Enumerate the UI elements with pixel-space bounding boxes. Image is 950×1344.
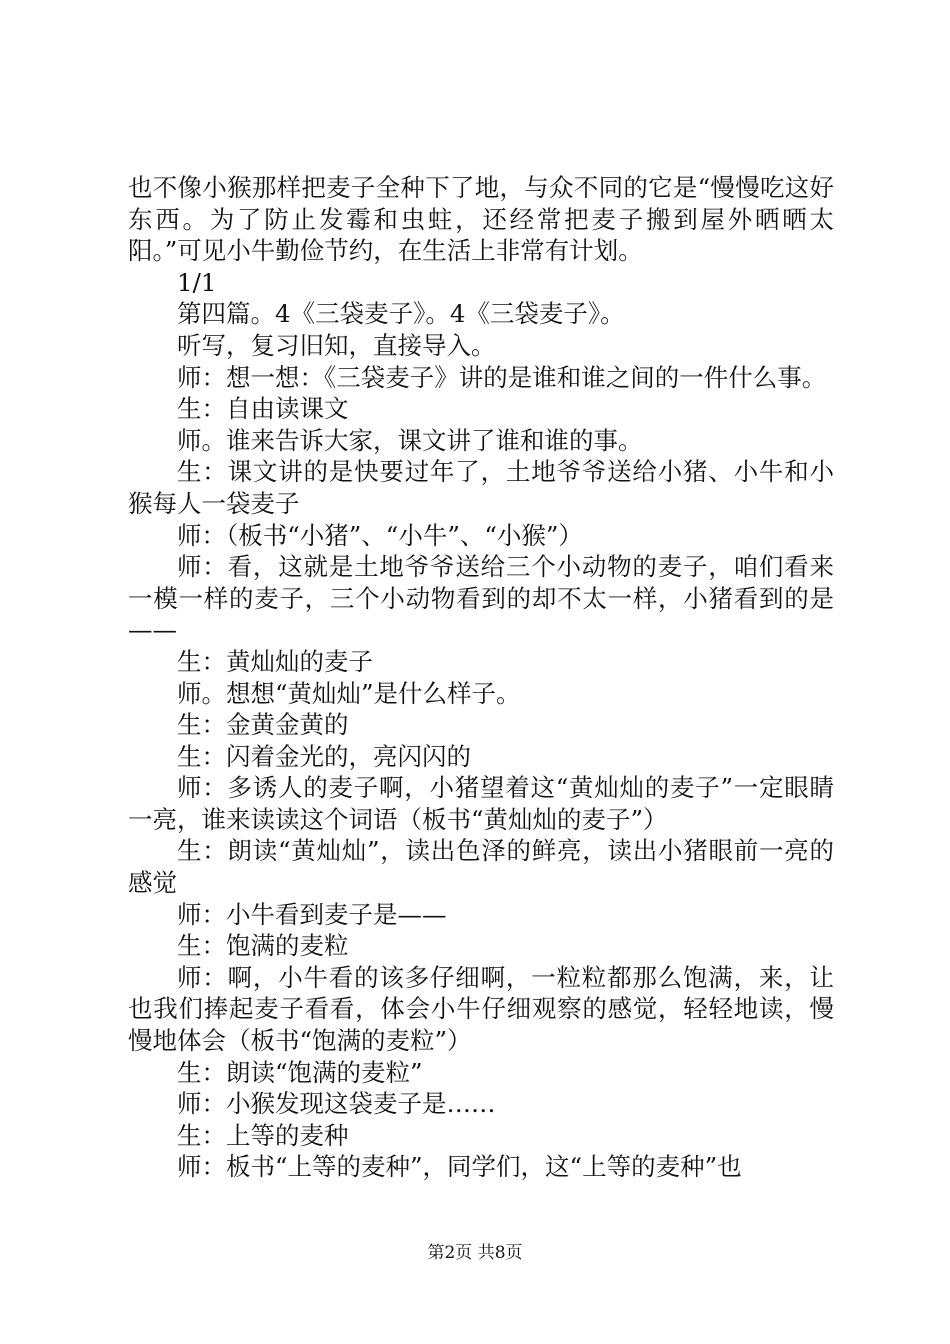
- paragraph: 师：多诱人的麦子啊，小猪望着这“黄灿灿的麦子”一定眼睛一亮，谁来读读这个词语（板书“黄灿灿的麦子”）: [128, 773, 834, 834]
- paragraph: 师：小牛看到麦子是——: [177, 899, 447, 929]
- paragraph: 师：啊，小牛看的该多仔细啊，一粒粒都那么饱满，来，让也我们捧起麦子看看，体会小牛仔细观察的感觉，轻轻地读，慢慢地体会（板书“饱满的麦粒”）: [128, 962, 834, 1056]
- paragraph: 生：饱满的麦粒: [177, 931, 349, 961]
- paragraph: 师：想一想：《三袋麦子》讲的是谁和谁之间的一件什么事。: [177, 362, 827, 392]
- paragraph: 生：闪着金光的，亮闪闪的: [177, 741, 471, 771]
- paragraph: 第四篇。4《三袋麦子》。4《三袋麦子》。: [177, 299, 625, 329]
- paragraph: 生：课文讲的是快要过年了，土地爷爷送给小猪、小牛和小猴每人一袋麦子: [128, 457, 834, 518]
- paragraph: 生：朗读“黄灿灿”，读出色泽的鲜亮，读出小猪眼前一亮的感觉: [128, 836, 834, 898]
- paragraph: 生：自由读课文: [177, 394, 349, 424]
- paragraph: 听写，复习旧知，直接导入。: [177, 330, 496, 360]
- paragraph: 师：看，这就是土地爷爷送给三个小动物的麦子，咱们看来一模一样的麦子，三个小动物看到的却不太一样，小猪看到的是——: [128, 552, 834, 645]
- document-body: [128, 172, 834, 1183]
- paragraph: 生：黄灿灿的麦子: [177, 646, 373, 676]
- paragraph: 师。谁来告诉大家，课文讲了谁和谁的事。: [177, 425, 643, 455]
- paragraph: 生：金黄金黄的: [177, 710, 349, 740]
- paragraph: 师：小猴发现这袋麦子是……: [177, 1089, 496, 1119]
- paragraph: 1/1: [177, 267, 217, 297]
- page-footer: 第2页 共8页: [427, 1243, 523, 1263]
- paragraph: 生：上等的麦种: [177, 1120, 349, 1150]
- paragraph: 师：板书“上等的麦种”，同学们，这“上等的麦种”也: [177, 1152, 742, 1182]
- paragraph: 师。想想“黄灿灿”是什么样子。: [177, 678, 521, 708]
- paragraph: 师：（板书“小猪”、“小牛”、“小猴”）: [177, 520, 583, 550]
- paragraph: 生：朗读“饱满的麦粒”: [177, 1057, 423, 1087]
- paragraph: 也不像小猴那样把麦子全种下了地，与众不同的它是“慢慢吃这好东西。为了防止发霉和虫蛀，还经常把麦子搬到屋外晒晒太阳。”可见小牛勤俭节约，在生活上非常有计划。: [128, 173, 834, 266]
